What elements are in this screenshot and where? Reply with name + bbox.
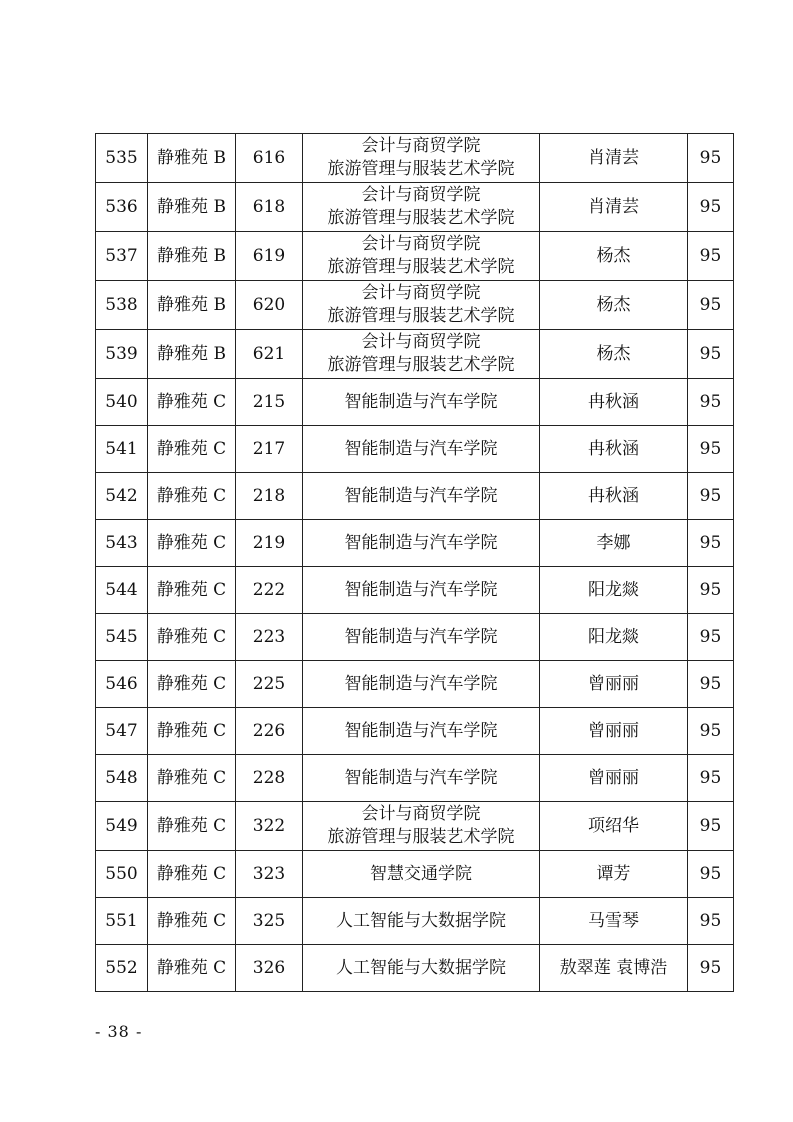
- room-cell: 222: [236, 567, 303, 614]
- college-cell: [303, 426, 540, 473]
- room-cell: 218: [236, 473, 303, 520]
- college-line: 会计与商贸学院: [361, 332, 481, 352]
- college-line: 旅游管理与服装艺术学院: [327, 355, 515, 375]
- college-cell: [303, 520, 540, 567]
- row-number-cell: 537: [96, 232, 148, 281]
- room-cell: 621: [236, 330, 303, 379]
- responsible-person-cell: 项绍华: [540, 802, 688, 851]
- score-cell: 95: [688, 661, 734, 708]
- score-cell: 95: [688, 755, 734, 802]
- table-row: [96, 945, 734, 992]
- responsible-person-cell: 肖清芸: [540, 134, 688, 183]
- college-line: 智能制造与汽车学院: [344, 438, 498, 459]
- building-cell: 静雅苑 C: [148, 379, 236, 426]
- table-row: [96, 473, 734, 520]
- table-row: [96, 426, 734, 473]
- college-line: 智慧交通学院: [370, 863, 472, 884]
- room-cell: 326: [236, 945, 303, 992]
- college-line: 会计与商贸学院: [361, 185, 481, 205]
- row-number-cell: 551: [96, 898, 148, 945]
- score-cell: 95: [688, 330, 734, 379]
- score-cell: 95: [688, 898, 734, 945]
- dormitory-score-table: [95, 133, 734, 992]
- building-cell: 静雅苑 C: [148, 520, 236, 567]
- room-cell: 225: [236, 661, 303, 708]
- building-cell: 静雅苑 B: [148, 281, 236, 330]
- responsible-person-cell: 马雪琴: [540, 898, 688, 945]
- college-line: 智能制造与汽车学院: [344, 391, 498, 412]
- room-cell: 215: [236, 379, 303, 426]
- room-cell: 616: [236, 134, 303, 183]
- room-cell: 618: [236, 183, 303, 232]
- table-row: [96, 898, 734, 945]
- row-number-cell: 536: [96, 183, 148, 232]
- row-number-cell: 539: [96, 330, 148, 379]
- row-number-cell: 535: [96, 134, 148, 183]
- responsible-person-cell: 冉秋涵: [540, 473, 688, 520]
- college-cell: [303, 330, 540, 379]
- row-number-cell: 552: [96, 945, 148, 992]
- responsible-person-cell: 敖翠莲 袁博浩: [540, 945, 688, 992]
- building-cell: 静雅苑 B: [148, 183, 236, 232]
- college-line: 旅游管理与服装艺术学院: [327, 306, 515, 326]
- college-cell: [303, 281, 540, 330]
- row-number-cell: 548: [96, 755, 148, 802]
- college-line: 会计与商贸学院: [361, 234, 481, 254]
- room-cell: 226: [236, 708, 303, 755]
- college-cell: [303, 183, 540, 232]
- college-line: 旅游管理与服装艺术学院: [327, 257, 515, 277]
- responsible-person-cell: 冉秋涵: [540, 426, 688, 473]
- table-row: [96, 755, 734, 802]
- room-cell: 219: [236, 520, 303, 567]
- responsible-person-cell: 李娜: [540, 520, 688, 567]
- college-cell: [303, 567, 540, 614]
- college-cell: [303, 802, 540, 851]
- row-number-cell: 547: [96, 708, 148, 755]
- room-cell: 619: [236, 232, 303, 281]
- table-row: [96, 614, 734, 661]
- building-cell: 静雅苑 C: [148, 708, 236, 755]
- responsible-person-cell: 曾丽丽: [540, 661, 688, 708]
- building-cell: 静雅苑 B: [148, 134, 236, 183]
- row-number-cell: 550: [96, 851, 148, 898]
- college-cell: [303, 379, 540, 426]
- college-line: 智能制造与汽车学院: [344, 532, 498, 553]
- table-row: [96, 379, 734, 426]
- college-cell: [303, 661, 540, 708]
- building-cell: 静雅苑 C: [148, 802, 236, 851]
- college-cell: [303, 898, 540, 945]
- score-cell: 95: [688, 567, 734, 614]
- building-cell: 静雅苑 C: [148, 614, 236, 661]
- score-cell: 95: [688, 134, 734, 183]
- room-cell: 325: [236, 898, 303, 945]
- responsible-person-cell: 杨杰: [540, 330, 688, 379]
- college-line: 智能制造与汽车学院: [344, 720, 498, 741]
- college-line: 旅游管理与服装艺术学院: [327, 827, 515, 847]
- college-cell: [303, 708, 540, 755]
- building-cell: 静雅苑 B: [148, 330, 236, 379]
- table-row: [96, 134, 734, 183]
- college-cell: [303, 232, 540, 281]
- table-row: [96, 567, 734, 614]
- room-cell: 620: [236, 281, 303, 330]
- responsible-person-cell: 肖清芸: [540, 183, 688, 232]
- building-cell: 静雅苑 C: [148, 851, 236, 898]
- college-line: 人工智能与大数据学院: [336, 910, 506, 931]
- row-number-cell: 541: [96, 426, 148, 473]
- table-row: [96, 232, 734, 281]
- room-cell: 323: [236, 851, 303, 898]
- row-number-cell: 544: [96, 567, 148, 614]
- table-row: [96, 520, 734, 567]
- college-line: 人工智能与大数据学院: [336, 957, 506, 978]
- college-line: 智能制造与汽车学院: [344, 673, 498, 694]
- score-cell: 95: [688, 379, 734, 426]
- row-number-cell: 545: [96, 614, 148, 661]
- responsible-person-cell: 杨杰: [540, 281, 688, 330]
- room-cell: 322: [236, 802, 303, 851]
- table-row: [96, 183, 734, 232]
- row-number-cell: 549: [96, 802, 148, 851]
- table-row: [96, 851, 734, 898]
- table-body: [96, 134, 734, 992]
- building-cell: 静雅苑 C: [148, 755, 236, 802]
- score-cell: 95: [688, 183, 734, 232]
- score-cell: 95: [688, 426, 734, 473]
- page-number: - 38 -: [95, 1022, 143, 1041]
- score-cell: 95: [688, 614, 734, 661]
- building-cell: 静雅苑 C: [148, 898, 236, 945]
- responsible-person-cell: 曾丽丽: [540, 755, 688, 802]
- building-cell: 静雅苑 C: [148, 473, 236, 520]
- room-cell: 217: [236, 426, 303, 473]
- table-row: [96, 281, 734, 330]
- score-cell: 95: [688, 232, 734, 281]
- score-cell: 95: [688, 473, 734, 520]
- row-number-cell: 540: [96, 379, 148, 426]
- score-cell: 95: [688, 708, 734, 755]
- row-number-cell: 543: [96, 520, 148, 567]
- college-cell: [303, 134, 540, 183]
- responsible-person-cell: 阳龙燚: [540, 567, 688, 614]
- building-cell: 静雅苑 B: [148, 232, 236, 281]
- college-cell: [303, 473, 540, 520]
- building-cell: 静雅苑 C: [148, 567, 236, 614]
- building-cell: 静雅苑 C: [148, 661, 236, 708]
- responsible-person-cell: 杨杰: [540, 232, 688, 281]
- responsible-person-cell: 冉秋涵: [540, 379, 688, 426]
- building-cell: 静雅苑 C: [148, 945, 236, 992]
- score-cell: 95: [688, 945, 734, 992]
- college-line: 会计与商贸学院: [361, 804, 481, 824]
- college-line: 智能制造与汽车学院: [344, 579, 498, 600]
- score-cell: 95: [688, 802, 734, 851]
- college-line: 智能制造与汽车学院: [344, 485, 498, 506]
- college-cell: [303, 945, 540, 992]
- responsible-person-cell: 谭芳: [540, 851, 688, 898]
- row-number-cell: 538: [96, 281, 148, 330]
- table-row: [96, 330, 734, 379]
- score-cell: 95: [688, 281, 734, 330]
- table-row: [96, 661, 734, 708]
- score-cell: 95: [688, 851, 734, 898]
- responsible-person-cell: 阳龙燚: [540, 614, 688, 661]
- table-row: [96, 708, 734, 755]
- college-line: 会计与商贸学院: [361, 136, 481, 156]
- room-cell: 228: [236, 755, 303, 802]
- college-line: 智能制造与汽车学院: [344, 767, 498, 788]
- score-cell: 95: [688, 520, 734, 567]
- college-cell: [303, 614, 540, 661]
- room-cell: 223: [236, 614, 303, 661]
- college-line: 旅游管理与服装艺术学院: [327, 208, 515, 228]
- college-line: 会计与商贸学院: [361, 283, 481, 303]
- row-number-cell: 546: [96, 661, 148, 708]
- college-line: 智能制造与汽车学院: [344, 626, 498, 647]
- college-line: 旅游管理与服装艺术学院: [327, 159, 515, 179]
- college-cell: [303, 755, 540, 802]
- responsible-person-cell: 曾丽丽: [540, 708, 688, 755]
- row-number-cell: 542: [96, 473, 148, 520]
- table-row: [96, 802, 734, 851]
- college-cell: [303, 851, 540, 898]
- building-cell: 静雅苑 C: [148, 426, 236, 473]
